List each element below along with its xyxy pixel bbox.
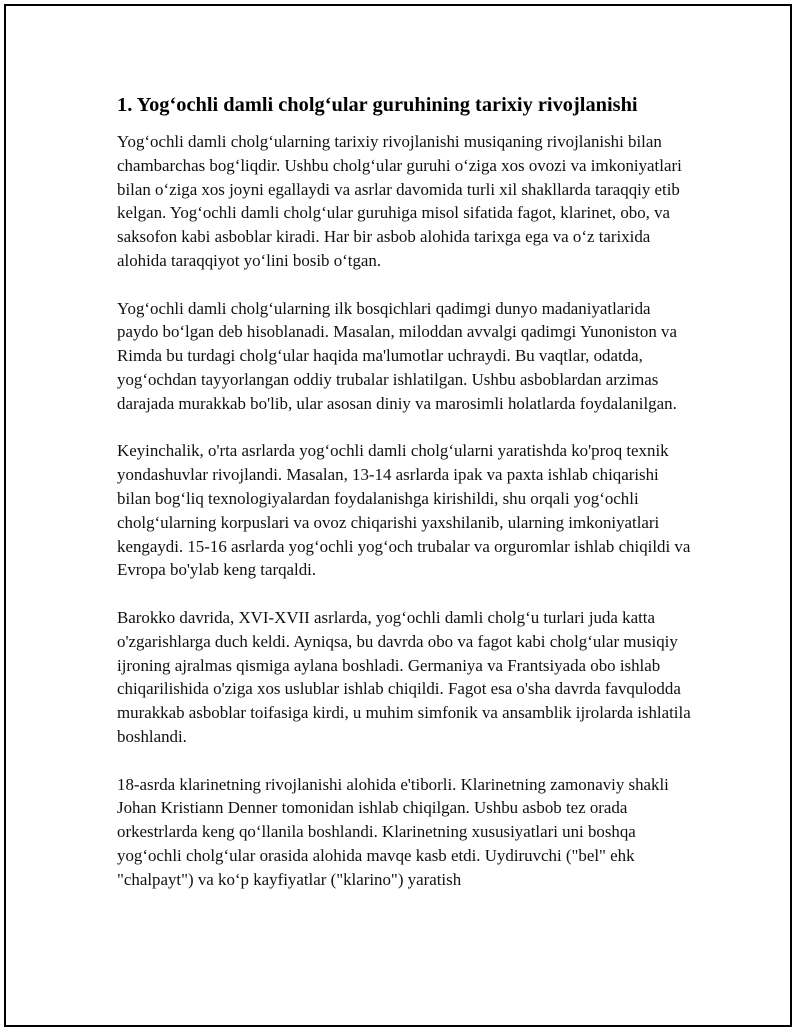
paragraph-5: 18-asrda klarinetning rivojlanishi alohida e'tiborli. Klarinetning zamonaviy shakli Johan Kristiann Denner tomonidan ishlab chiqilgan. Ushbu asbob tez orada orkestrlarda keng qo‘llanila boshlandi. Klarinetning xususiyatlari uni boshqa yog‘ochli cholg‘ular orasida alohida mavqe kasb etdi. Uydiruvchi ("bel" ehk "chalpayt") va ko‘p kayfiyatlar ("klarino") yaratish — [117, 774, 669, 889]
paragraph-3: Keyinchalik, o'rta asrlarda yog‘ochli damli cholg‘ularni yaratishda ko'proq texnik yondashuvlar rivojlandi. Masalan, 13-14 asrlarda ipak va paxta ishlab chiqarishi bilan bog‘liq texnologiyalardan foydalanishga kirishildi, shu orqali yog‘ochli cholg‘ularning korpuslari va ovoz chiqarishi yaxshilanib, ularning imkoniyatlari kengaydi. 15-16 asrlarda yog‘ochli yog‘och trubalar va orguromlar ishlab chiqildi va Evropa bo'ylab keng tarqaldi. — [117, 441, 691, 580]
paragraph-1: Yog‘ochli damli cholg‘ularning tarixiy rivojlanishi musiqaning rivojlanishi bilan chambarchas bog‘liqdir. Ushbu cholg‘ular guruhi o‘ziga xos ovozi va imkoniyatlari bilan o‘ziga xos joyni egallaydi va asrlar davomida turli xil shakllarda taraqqiy etib kelgan. Yog‘ochli damli cholg‘ular guruhiga misol sifatida fagot, klarinet, obo, va saksofon kabi asboblar kiradi. Har bir asbob alohida tarixga ega va o‘z tarixida alohida taraqqiyot yo‘lini bosib o‘tgan. — [117, 132, 682, 270]
paragraph-4: Barokko davrida, XVI-XVII asrlarda, yog‘ochli damli cholg‘u turlari juda katta o'zgarishlarga duch keldi. Ayniqsa, bu davrda obo va fagot kabi cholg‘ular musiqiy ijroning ajralmas qismiga aylana boshladi. Germaniya va Frantsiyada obo ishlab chiqarilishida o'ziga xos uslublar ishlab chiqildi. Fagot esa o'sha davrda favqulodda murakkab asboblar toifasiga kirdi, u muhim simfonik va ansamblik ijrolarda ishlatila boshlandi. — [117, 607, 691, 746]
paragraph-2: Yog‘ochli damli cholg‘ularning ilk bosqichlari qadimgi dunyo madaniyatlarida paydo bo‘lgan deb hisoblanadi. Masalan, miloddan avvalgi qadimgi Yunoniston va Rimda bu turdagi cholg‘ular haqida ma'lumotlar uchraydi. Bu vaqtlar, odatda, yog‘ochdan tayyorlangan oddiy trubalar ishlatilgan. Ushbu asboblardan arzimas darajada murakkab bo'lib, ular asosan diniy va marosimli holatlarda foydalanilgan. — [117, 298, 677, 413]
document-body — [114, 91, 694, 915]
page-title: 1. Yog‘ochli damli cholg‘ular guruhining tarixiy rivojlanishi — [117, 94, 638, 116]
